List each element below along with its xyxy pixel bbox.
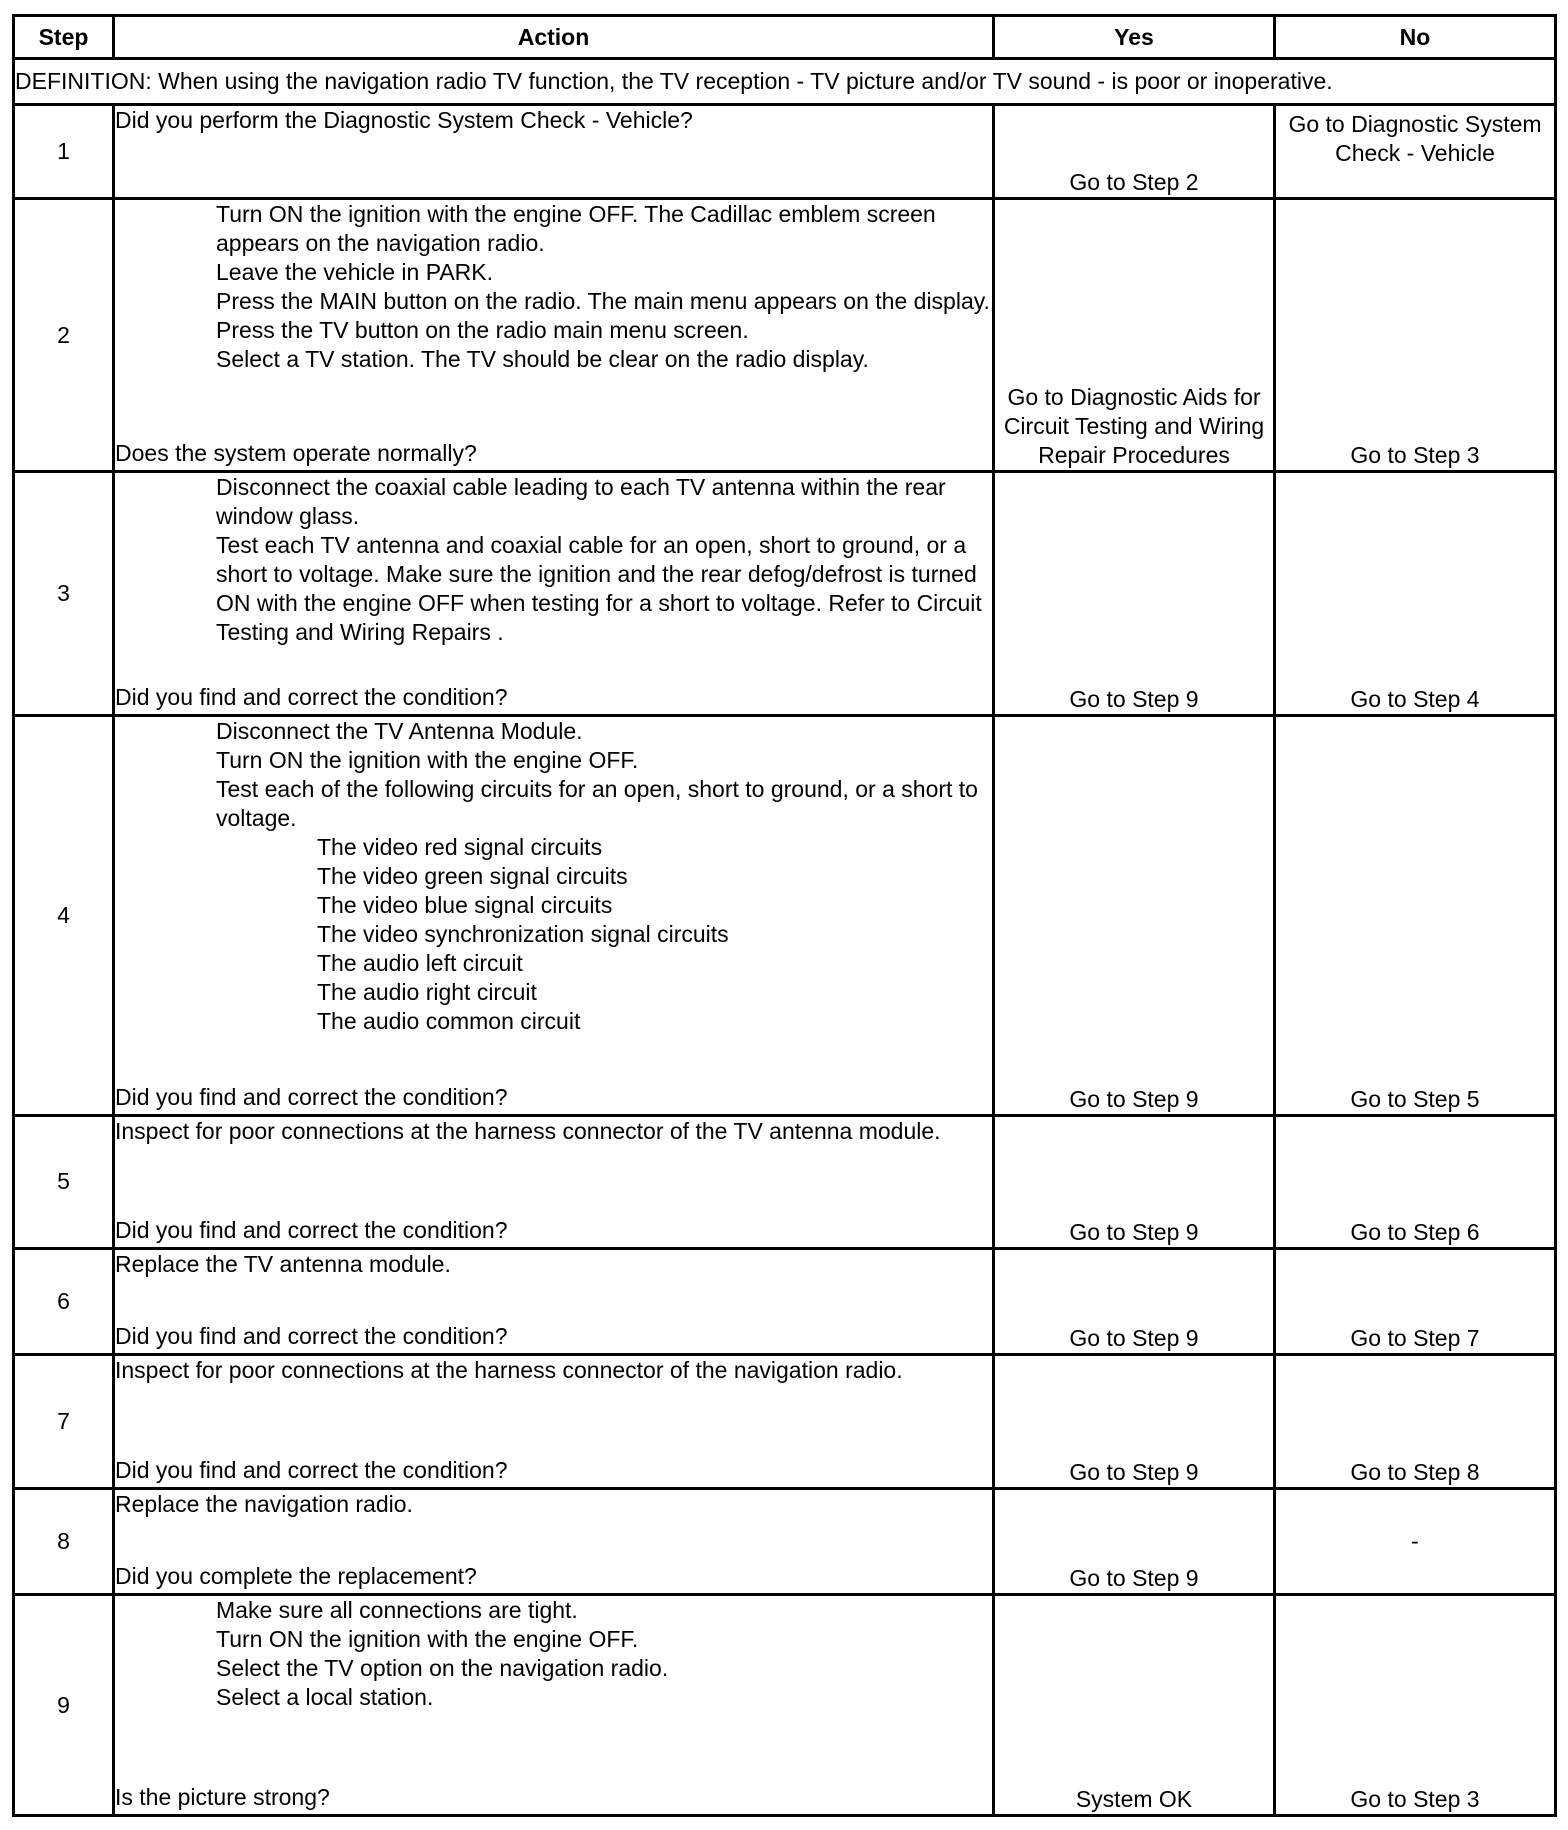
step-number: 1 xyxy=(14,105,114,199)
no-cell: Go to Step 3 xyxy=(1275,1595,1556,1816)
no-cell: Go to Diagnostic System Check - Vehicle xyxy=(1275,105,1556,199)
action-question: Did you complete the replacement? xyxy=(115,1563,477,1590)
action-cell xyxy=(114,1355,994,1489)
action-question: Did you find and correct the condition? xyxy=(115,1217,508,1244)
table-row xyxy=(14,1488,1556,1594)
action-cell xyxy=(114,1115,994,1249)
circuit-item: The video red signal circuits xyxy=(317,834,603,861)
no-cell: Go to Step 5 xyxy=(1275,716,1556,1115)
table-row xyxy=(14,199,1556,472)
no-cell: Go to Step 7 xyxy=(1275,1249,1556,1355)
step-number: 5 xyxy=(14,1115,114,1249)
action-cell xyxy=(114,716,994,1115)
action-line: Test each of the following circuits for an open, short to ground, or a short to voltage. xyxy=(216,776,978,832)
action-cell xyxy=(114,1595,994,1816)
no-cell: Go to Step 6 xyxy=(1275,1115,1556,1249)
table-row xyxy=(14,1249,1556,1355)
action-cell xyxy=(114,1249,994,1355)
yes-cell: Go to Step 9 xyxy=(994,1355,1275,1489)
action-line: Press the TV button on the radio main menu screen. xyxy=(216,317,749,344)
action-line: Select a TV station. The TV should be clear on the radio display. xyxy=(216,346,869,373)
yes-cell: Go to Step 9 xyxy=(994,1488,1275,1594)
header-action: Action xyxy=(114,16,994,59)
action-cell xyxy=(114,471,994,715)
action-line: Leave the vehicle in PARK. xyxy=(216,259,494,286)
table-row xyxy=(14,716,1556,1115)
step-number: 4 xyxy=(14,716,114,1115)
no-cell: Go to Step 8 xyxy=(1275,1355,1556,1489)
step-number: 9 xyxy=(14,1595,114,1816)
step-number: 2 xyxy=(14,199,114,472)
circuit-item: The audio left circuit xyxy=(317,950,523,977)
circuit-item: The video blue signal circuits xyxy=(317,892,613,919)
table-row xyxy=(14,105,1556,199)
yes-cell: Go to Step 9 xyxy=(994,1249,1275,1355)
header-row xyxy=(14,16,1556,59)
action-question: Does the system operate normally? xyxy=(115,439,477,466)
table-row xyxy=(14,1595,1556,1816)
action-line: Did you perform the Diagnostic System Check - Vehicle? xyxy=(115,107,693,134)
header-step: Step xyxy=(14,16,114,59)
action-line: Disconnect the TV Antenna Module. xyxy=(216,718,583,745)
yes-cell: Go to Diagnostic Aids for Circuit Testing and Wiring Repair Procedures xyxy=(994,199,1275,472)
no-cell: - xyxy=(1275,1488,1556,1594)
table-row xyxy=(14,471,1556,715)
step-number: 8 xyxy=(14,1488,114,1594)
step-number: 7 xyxy=(14,1355,114,1489)
circuit-item: The video synchronization signal circuits xyxy=(317,921,729,948)
header-yes: Yes xyxy=(994,16,1275,59)
action-line: Turn ON the ignition with the engine OFF. xyxy=(216,747,639,774)
yes-cell: Go to Step 9 xyxy=(994,716,1275,1115)
action-line: Inspect for poor connections at the harness connector of the navigation radio. xyxy=(115,1357,903,1384)
step-number: 3 xyxy=(14,471,114,715)
action-question: Did you find and correct the condition? xyxy=(115,1456,508,1483)
action-line: Select the TV option on the navigation radio. xyxy=(216,1655,669,1682)
action-line: Disconnect the coaxial cable leading to each TV antenna within the rear window glass. xyxy=(216,473,946,529)
action-cell xyxy=(114,105,994,199)
definition-text: DEFINITION: When using the navigation radio TV function, the TV reception - TV picture and/or TV sound - is poor or inoperative. xyxy=(14,59,1556,105)
yes-cell: Go to Step 9 xyxy=(994,471,1275,715)
no-cell: Go to Step 3 xyxy=(1275,199,1556,472)
action-line: Turn ON the ignition with the engine OFF. The Cadillac emblem screen appears on the navigation radio. xyxy=(216,201,936,257)
circuit-item: The audio common circuit xyxy=(317,1008,581,1035)
definition-row xyxy=(14,59,1556,105)
table-row xyxy=(14,1355,1556,1489)
circuit-item: The audio right circuit xyxy=(317,979,537,1006)
action-line: Inspect for poor connections at the harness connector of the TV antenna module. xyxy=(115,1117,941,1144)
action-line: Replace the navigation radio. xyxy=(115,1490,413,1517)
circuit-item: The video green signal circuits xyxy=(317,863,628,890)
yes-cell: Go to Step 2 xyxy=(994,105,1275,199)
action-question: Did you find and correct the condition? xyxy=(115,1323,508,1350)
yes-cell: System OK xyxy=(994,1595,1275,1816)
step-number: 6 xyxy=(14,1249,114,1355)
action-cell xyxy=(114,1488,994,1594)
action-question: Is the picture strong? xyxy=(115,1784,330,1810)
action-line: Select a local station. xyxy=(216,1684,434,1711)
action-line: Press the MAIN button on the radio. The main menu appears on the display. xyxy=(216,288,990,315)
action-line: Test each TV antenna and coaxial cable for an open, short to ground, or a short to voltage. Make sure the ignition and the rear defog/defrost is turned ON with the engine OFF when testing for a short to voltage. Refer to Circuit Testing and Wiring Repairs . xyxy=(216,531,982,645)
action-question: Did you find and correct the condition? xyxy=(115,1083,508,1110)
no-cell: Go to Step 4 xyxy=(1275,471,1556,715)
action-cell xyxy=(114,199,994,472)
diagnostic-table xyxy=(12,14,1557,1817)
yes-cell: Go to Step 9 xyxy=(994,1115,1275,1249)
action-line: Make sure all connections are tight. xyxy=(216,1597,578,1624)
action-line: Turn ON the ignition with the engine OFF. xyxy=(216,1626,639,1653)
header-no: No xyxy=(1275,16,1556,59)
table-row xyxy=(14,1115,1556,1249)
action-question: Did you find and correct the condition? xyxy=(115,684,508,711)
action-line: Replace the TV antenna module. xyxy=(115,1251,451,1278)
